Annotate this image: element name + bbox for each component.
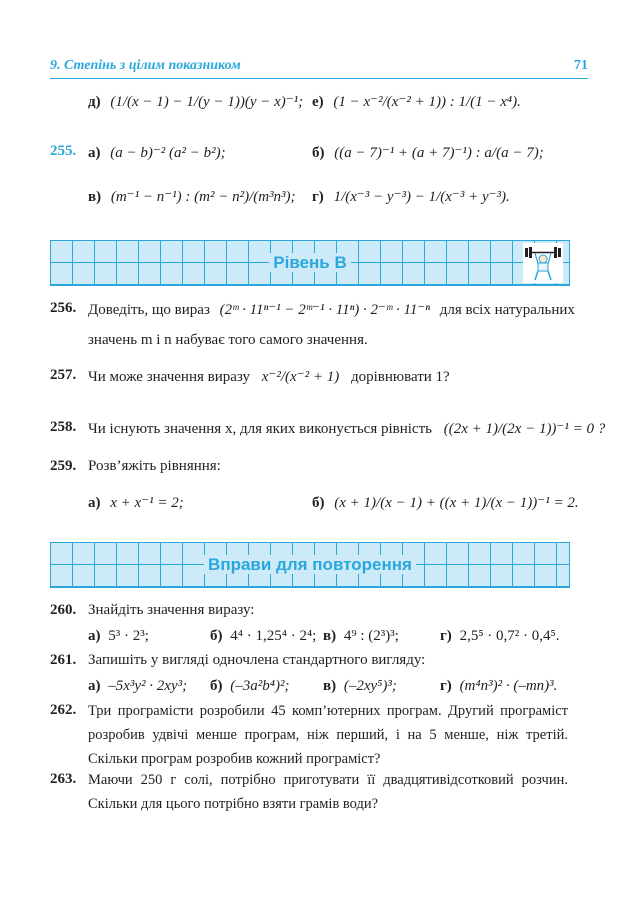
expression: (–2xy⁵)³; bbox=[343, 678, 397, 694]
problem-number: 256. bbox=[50, 300, 77, 316]
problem-number: 262. bbox=[50, 702, 77, 718]
problem-261-g bbox=[440, 678, 557, 695]
problem-263-number bbox=[50, 771, 76, 788]
problem-255-a bbox=[88, 143, 226, 162]
problem-number: 263. bbox=[50, 771, 77, 787]
problem-257-number bbox=[50, 367, 76, 384]
expression: (–3a²b⁴)²; bbox=[230, 678, 290, 694]
problem-number: 257. bbox=[50, 367, 77, 383]
problem-number: 260. bbox=[50, 602, 77, 618]
expression: 1/(x⁻³ − y⁻³) − 1/(x⁻³ + y⁻³). bbox=[333, 189, 510, 205]
expression: –5x³y² · 2xy³; bbox=[108, 678, 188, 694]
problem-259-a bbox=[88, 493, 184, 512]
problem-256-number bbox=[50, 300, 76, 317]
item-label: а) bbox=[88, 145, 101, 161]
problem-259-b bbox=[312, 493, 579, 512]
item-label: а) bbox=[88, 628, 101, 644]
problem-259-number bbox=[50, 458, 76, 475]
problem-263-text: Маючи 250 г солі, потрібно приготувати її двадцятивідсотковий розчин. Скільки для цього потрібно взяти грамів води? bbox=[88, 772, 568, 812]
problem-255-b bbox=[312, 143, 544, 162]
expression: (m⁻¹ − n⁻¹) : (m² − n²)/(m³n³); bbox=[110, 189, 296, 205]
item-label: г) bbox=[440, 628, 452, 644]
problem-258-number bbox=[50, 419, 76, 436]
problem-261-number bbox=[50, 652, 76, 669]
problem-260-a bbox=[88, 628, 149, 645]
problem-255-number bbox=[50, 143, 76, 160]
problem-261-v bbox=[323, 678, 397, 695]
problem-260-number bbox=[50, 602, 76, 619]
problem-260-b bbox=[210, 628, 316, 645]
problem-256-line1 bbox=[88, 300, 575, 319]
problem-255-v bbox=[88, 187, 296, 206]
problem-number: 258. bbox=[50, 419, 77, 435]
problem-258-body bbox=[88, 419, 605, 438]
item-label: е) bbox=[312, 94, 324, 110]
item-label: б) bbox=[210, 678, 223, 694]
expression: x⁻²/(x⁻² + 1) bbox=[261, 369, 340, 385]
problem-text: Доведіть, що вираз bbox=[88, 302, 210, 318]
item-label: б) bbox=[210, 628, 223, 644]
expression: (a − b)⁻² (a² − b²); bbox=[110, 145, 226, 161]
problem-text: Чи існують значення x, для яких виконується рівність bbox=[88, 421, 432, 437]
problem-254-e bbox=[312, 92, 521, 111]
item-label: д) bbox=[88, 94, 101, 110]
problem-text: Розв’яжіть рівняння: bbox=[88, 458, 221, 474]
expression: ((a − 7)⁻¹ + (a + 7)⁻¹) : a/(a − 7); bbox=[334, 145, 544, 161]
problem-number: 259. bbox=[50, 458, 77, 474]
page-number: 71 bbox=[574, 58, 588, 73]
expression: (1/(x − 1) − 1/(y − 1))(y − x)⁻¹; bbox=[110, 94, 304, 110]
item-label: в) bbox=[323, 678, 337, 694]
banner-title: Вправи для повторення bbox=[204, 555, 416, 574]
problem-259-text bbox=[88, 458, 221, 475]
expression: 2,5⁵ · 0,7² · 0,4⁵. bbox=[459, 628, 560, 644]
problem-262-number bbox=[50, 702, 76, 719]
problem-number: 255. bbox=[50, 143, 77, 159]
problem-254-d bbox=[88, 92, 303, 111]
banner-title: Рівень В bbox=[269, 253, 350, 272]
problem-260-g bbox=[440, 628, 560, 645]
problem-256-line2 bbox=[88, 332, 368, 349]
expression: ((2x + 1)/(2x − 1))⁻¹ = 0 ? bbox=[443, 421, 606, 437]
problem-text: значень m і n набуває того самого значення. bbox=[88, 332, 368, 348]
expression: x + x⁻¹ = 2; bbox=[110, 495, 184, 511]
problem-260-v bbox=[323, 628, 399, 645]
expression: (2ᵐ · 11ⁿ⁻¹ − 2ᵐ⁻¹ · 11ⁿ) · 2⁻ᵐ · 11⁻ⁿ bbox=[219, 302, 430, 318]
page-header bbox=[50, 58, 588, 79]
problem-text: Чи може значення виразу bbox=[88, 369, 251, 385]
item-label: в) bbox=[88, 189, 102, 205]
item-label: а) bbox=[88, 495, 101, 511]
item-label: в) bbox=[323, 628, 337, 644]
problem-number: 261. bbox=[50, 652, 77, 668]
item-label: б) bbox=[312, 145, 325, 161]
item-label: г) bbox=[312, 189, 324, 205]
expression: 4⁹ : (2³)³; bbox=[343, 628, 399, 644]
problem-261-a bbox=[88, 678, 187, 695]
problem-text: Знайдіть значення виразу: bbox=[88, 602, 255, 618]
expression: 4⁴ · 1,25⁴ · 2⁴; bbox=[230, 628, 317, 644]
expression: 5³ · 2³; bbox=[108, 628, 149, 644]
problem-257-body bbox=[88, 367, 450, 386]
problem-261-text bbox=[88, 652, 425, 669]
problem-262-text: Три програмісти розробили 45 комп’ютерних програм. Другий програміст розробив удвічі менше програм, ніж перший, і на 5 менше, ніж третій. Скільки програм розробив кожний програміст? bbox=[88, 703, 568, 767]
problem-text: для всіх натуральних bbox=[439, 302, 575, 318]
problem-261-b bbox=[210, 678, 289, 695]
expression: (m⁴n³)² · (–mn)³. bbox=[459, 678, 558, 694]
item-label: б) bbox=[312, 495, 325, 511]
item-label: г) bbox=[440, 678, 452, 694]
problem-text: дорівнювати 1? bbox=[350, 369, 450, 385]
problem-260-text bbox=[88, 602, 254, 619]
weightlifter-icon bbox=[523, 243, 563, 283]
expression: (x + 1)/(x − 1) + ((x + 1)/(x − 1))⁻¹ = 2. bbox=[334, 495, 579, 511]
expression: (1 − x⁻²/(x⁻² + 1)) : 1/(1 − x⁴). bbox=[333, 94, 521, 110]
section-banner-review bbox=[50, 542, 570, 588]
problem-255-g bbox=[312, 187, 510, 206]
section-banner-level-b bbox=[50, 240, 570, 286]
chapter-title: 9. Степінь з цілим показником bbox=[50, 58, 241, 73]
problem-text: Запишіть у вигляді одночлена стандартного вигляду: bbox=[88, 652, 426, 668]
item-label: а) bbox=[88, 678, 101, 694]
